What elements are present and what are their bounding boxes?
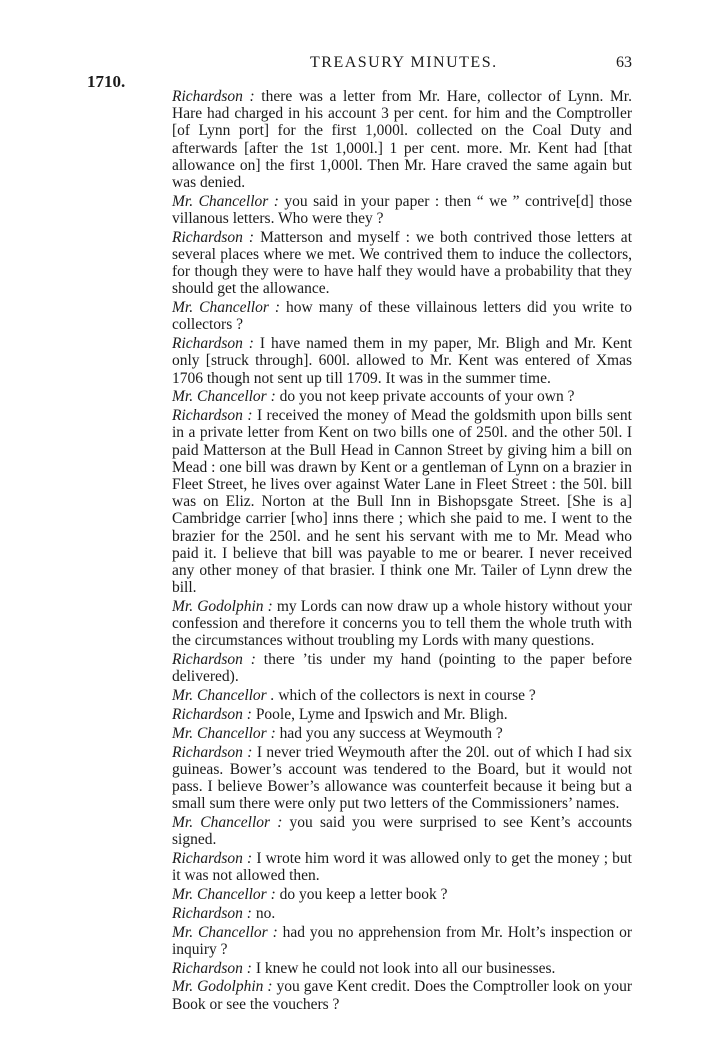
minute-paragraph	[172, 744, 632, 813]
minute-paragraph	[172, 886, 632, 903]
minute-paragraph	[172, 193, 632, 227]
margin-year: 1710.	[87, 72, 126, 91]
speech-text: do you keep a letter book ?	[275, 886, 448, 904]
minute-paragraph	[172, 598, 632, 650]
page-number: 63	[616, 54, 632, 71]
minute-paragraph	[172, 335, 632, 387]
speaker-name: Richardson :	[172, 88, 255, 105]
speaker-name: Richardson :	[172, 407, 253, 425]
speaker-name: Mr. Chancellor :	[172, 724, 276, 742]
speech-text: Matterson and myself : we both contrived those letters at several places where we met. We contrived them to induce the collectors, for though they were to have half they would have a probability that they should get the allowance.	[172, 228, 632, 298]
minutes-text	[172, 88, 632, 1014]
speech-text: do you not keep private accounts of your own ?	[275, 388, 575, 406]
speech-text: which of the collectors is next in course ?	[274, 687, 536, 705]
speaker-name: Richardson :	[172, 651, 256, 669]
speaker-name: Mr. Godolphin :	[172, 978, 273, 996]
minute-paragraph	[172, 706, 632, 723]
speech-text: I have named them in my paper, Mr. Bligh and Mr. Kent only [struck through]. 600l. allowed to Mr. Kent was entered of Xmas 1706 though not sent up till 1709. It was in the summer time.	[172, 335, 632, 387]
speaker-name: Mr. Chancellor .	[172, 687, 275, 705]
speech-text: my Lords can now draw up a whole history without your confession and therefore it concerns you to tell them the whole truth with the circumstances without troubling my Lords with many questions.	[172, 598, 632, 650]
speech-text: had you any success at Weymouth ?	[275, 724, 503, 742]
minute-paragraph	[172, 905, 632, 922]
speaker-name: Mr. Chancellor :	[172, 388, 276, 406]
minute-paragraph	[172, 229, 632, 298]
speaker-name: Richardson :	[172, 706, 252, 724]
speaker-name: Mr. Chancellor :	[172, 192, 279, 210]
speaker-name: Richardson :	[172, 228, 255, 246]
speaker-name: Mr. Chancellor :	[172, 923, 278, 941]
minute-paragraph	[172, 407, 632, 596]
speaker-name: Richardson :	[172, 904, 252, 922]
speech-text: I knew he could not look into all our businesses.	[251, 959, 556, 977]
speech-text: you said in your paper : then “ we ” contrive[d] those villanous letters. Who were they ?	[172, 192, 632, 228]
speaker-name: Richardson :	[172, 335, 254, 353]
speech-text: you said you were surprised to see Kent’s accounts signed.	[172, 814, 632, 849]
minute-paragraph	[172, 88, 632, 191]
minute-paragraph	[172, 651, 632, 685]
speech-text: Poole, Lyme and Ipswich and Mr. Bligh.	[251, 706, 508, 724]
speaker-name: Richardson :	[172, 850, 253, 868]
speech-text: you gave Kent credit. Does the Comptroller look on your Book or see the vouchers ?	[172, 978, 633, 1013]
speech-text: I never tried Weymouth after the 20l. out of which I had six guineas. Bower’s account was tendered to the Board, but it would not pass. I believe Bower’s allowance was counterfeit because it being but a small sum there were only put two letters of the Commissioners’ names.	[172, 743, 632, 813]
speaker-name: Mr. Godolphin :	[172, 598, 273, 616]
minute-paragraph	[172, 388, 632, 405]
speech-text: no.	[251, 904, 276, 922]
speech-text: how many of these villainous letters did you write to collectors ?	[172, 299, 632, 334]
minute-paragraph	[172, 960, 632, 977]
speaker-name: Richardson :	[172, 959, 252, 977]
minute-paragraph	[172, 814, 632, 848]
speech-text: I received the money of Mead the goldsmith upon bills sent in a private letter from Kent on two bills one of 250l. and the other 50l. I paid Matterson at the Bull Head in Cannon Street by giving him a bill on Mead : one bill was drawn by Kent or a gentleman of Lynn on a brazier in Fleet Street, he lives over against Water Lane in Fleet Street : the 50l. bill was on Eliz. Norton at the Bull Inn in Bishopsgate Street. [She is a] Cambridge carrier [who] inns there ; which she paid to me. I went to the brazier for the 250l. and he sent his servant with me to Mr. Mead who paid it. I believe that bill was payable to me or bearer. I never received any other money of that brasier. I think one Mr. Tailer of Lynn drew the bill.	[172, 407, 632, 597]
speaker-name: Mr. Chancellor :	[172, 299, 281, 317]
minute-paragraph	[172, 978, 632, 1012]
running-head	[172, 54, 632, 72]
minute-paragraph	[172, 850, 632, 884]
speech-text: there was a letter from Mr. Hare, collector of Lynn. Mr. Hare had charged in his account 3 per cent. for him and the Comptroller [of Lynn port] for the first 1,000l. collected on the Coal Duty and afterwards [after the 1st 1,000l.] 1 per cent. more. Mr. Kent had [that allowance on] the first 1,000l. Then Mr. Hare craved the same again but was denied.	[172, 88, 632, 192]
running-title: TREASURY MINUTES.	[310, 54, 498, 71]
minute-paragraph	[172, 299, 632, 333]
speech-text: there ’tis under my hand (pointing to the paper before delivered).	[172, 651, 633, 686]
speech-text: I wrote him word it was allowed only to get the money ; but it was not allowed then.	[172, 850, 632, 885]
speaker-name: Mr. Chancellor :	[172, 814, 283, 832]
minute-paragraph	[172, 687, 632, 704]
speech-text: had you no apprehension from Mr. Holt’s inspection or inquiry ?	[172, 923, 632, 958]
minute-paragraph	[172, 725, 632, 742]
minute-paragraph	[172, 924, 632, 958]
speaker-name: Richardson :	[172, 743, 253, 761]
speaker-name: Mr. Chancellor :	[172, 886, 276, 904]
